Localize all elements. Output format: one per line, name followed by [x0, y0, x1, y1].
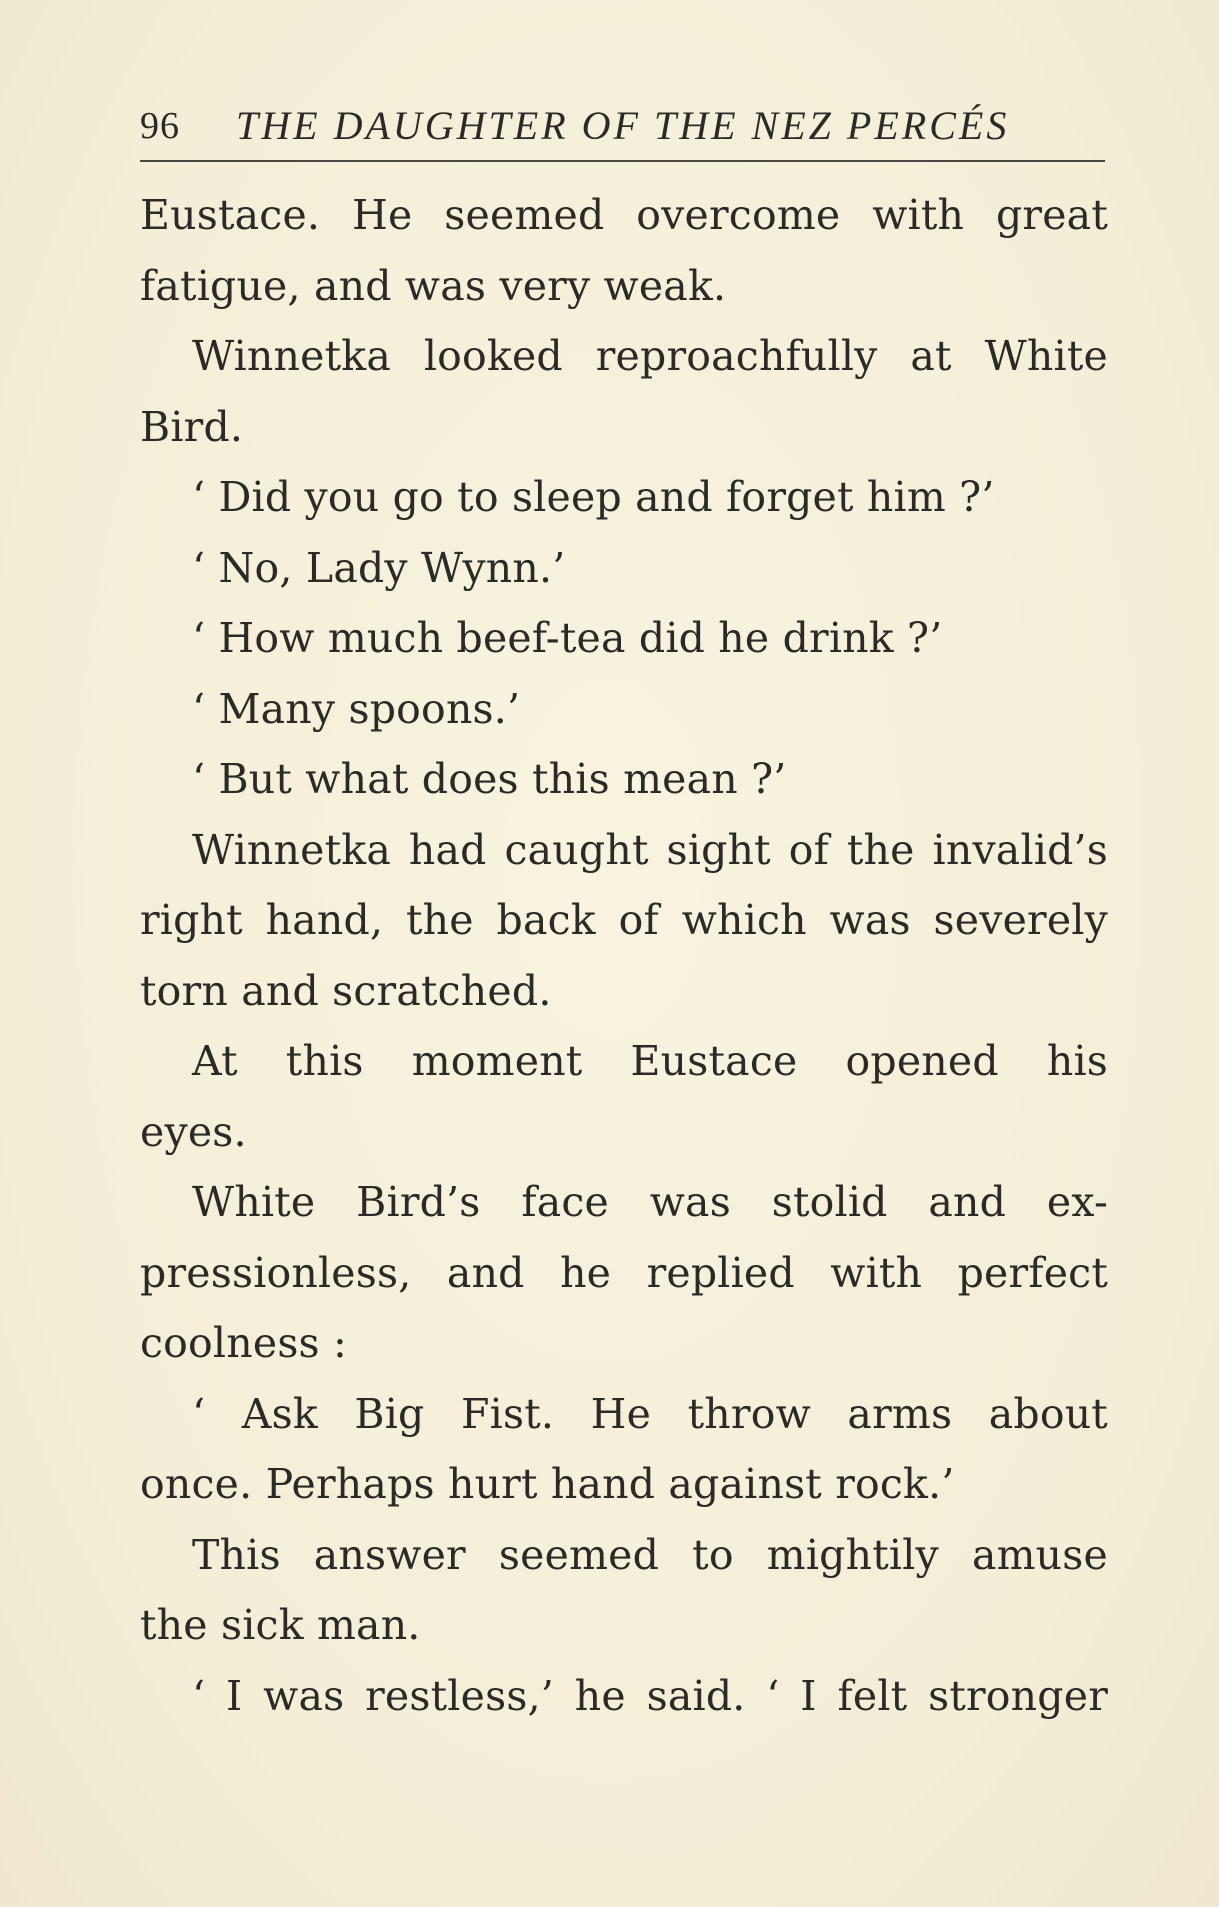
- text-line: eyes.: [140, 1107, 247, 1156]
- text-line: the sick man.: [140, 1601, 421, 1649]
- text-line: once. Perhaps hurt hand against rock.’: [140, 1460, 955, 1508]
- text-line: ‘ Ask Big Fist. He throw arms about: [192, 1389, 1108, 1438]
- text-line: White Bird’s face was stolid and ex-: [192, 1178, 1108, 1226]
- text-line: torn and scratched.: [140, 966, 552, 1015]
- text-line: ‘ How much beef-tea did he drink ?’: [192, 614, 943, 662]
- text-line: fatigue, and was very weak.: [140, 261, 727, 310]
- text-line: ‘ No, Lady Wynn.’: [192, 543, 566, 592]
- text-line: right hand, the back of which was severely: [140, 896, 1108, 944]
- text-line: Eustace. He seemed overcome with great: [140, 191, 1108, 239]
- text-line: Winnetka had caught sight of the invalid’s: [192, 825, 1108, 874]
- text-line: pressionless, and he replied with perfect: [140, 1248, 1108, 1297]
- text-line: Winnetka looked reproachfully at White: [192, 332, 1108, 380]
- text-line: Bird.: [140, 402, 244, 451]
- running-title: THE DAUGHTER OF THE NEZ PERCÉS: [236, 103, 1010, 148]
- text-line: ‘ Did you go to sleep and forget him ?’: [192, 473, 995, 521]
- body-text: [140, 180, 1108, 1731]
- running-head: [140, 96, 1110, 156]
- text-line: ‘ I was restless,’ he said. ‘ I felt stronger: [192, 1671, 1108, 1720]
- page-number: 96: [140, 105, 180, 147]
- header-rule: [140, 160, 1105, 162]
- text-line: coolness :: [140, 1319, 348, 1367]
- text-line: This answer seemed to mightily amuse: [192, 1530, 1108, 1579]
- text-line: ‘ Many spoons.’: [192, 684, 521, 733]
- text-line: At this moment Eustace opened his: [192, 1037, 1108, 1085]
- text-line: ‘ But what does this mean ?’: [192, 755, 787, 803]
